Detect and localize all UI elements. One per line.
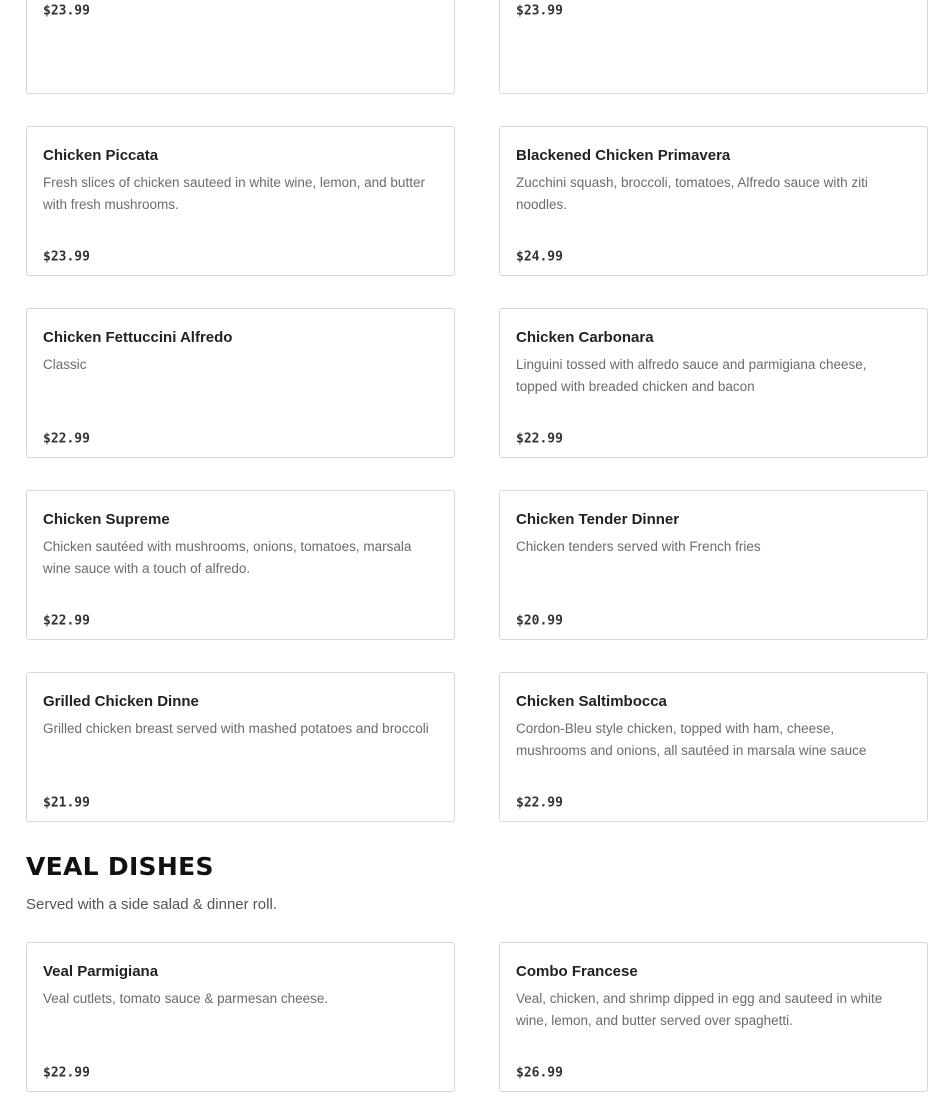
menu-item-card[interactable]: [26, 126, 455, 276]
menu-item-card[interactable]: [499, 308, 928, 458]
menu-item-card[interactable]: [26, 672, 455, 822]
menu-item-name: Veal Parmigiana: [43, 963, 159, 980]
menu-item-price: $24.99: [516, 249, 563, 265]
menu-item-price: $22.99: [43, 431, 90, 447]
menu-item-description: Grilled chicken breast served with mashed potatoes and broccoli: [43, 721, 429, 736]
menu-item-name: Chicken Carbonara: [516, 329, 654, 346]
menu-item-description: Linguini tossed with alfredo sauce and parmigiana cheese, topped with breaded chicken and bacon: [516, 357, 867, 394]
menu-item-name: Chicken Saltimbocca: [516, 693, 667, 710]
menu-item-name: Combo Francese: [516, 963, 638, 980]
menu-item-name: Grilled Chicken Dinne: [43, 693, 199, 710]
menu-item-description: Cordon-Bleu style chicken, topped with ham, cheese, mushrooms and onions, all sautéed in marsala wine sauce: [516, 721, 867, 758]
menu-item-price: $22.99: [43, 613, 90, 629]
menu-item-description: Veal, chicken, and shrimp dipped in egg and sauteed in white wine, lemon, and butter served over spaghetti.: [516, 991, 883, 1028]
menu-item-name: Chicken Supreme: [43, 511, 170, 528]
menu-item-price: $23.99: [43, 249, 90, 265]
menu-item-description: Chicken tenders served with French fries: [516, 539, 761, 554]
menu-item-card[interactable]: [499, 672, 928, 822]
menu-item-description: Zucchini squash, broccoli, tomatoes, Alfredo sauce with ziti noodles.: [516, 175, 868, 212]
menu-item-price: $23.99: [516, 3, 563, 19]
section-subtitle: Served with a side salad & dinner roll.: [26, 896, 277, 913]
menu-item-card[interactable]: [499, 942, 928, 1092]
menu-item-description: Veal cutlets, tomato sauce & parmesan cheese.: [43, 991, 329, 1006]
menu-item-price: $21.99: [43, 795, 90, 811]
menu-item-card[interactable]: [499, 126, 928, 276]
menu-item-price: $26.99: [516, 1065, 563, 1081]
menu-item-price: $22.99: [43, 1065, 90, 1081]
menu-item-description: Classic: [43, 357, 87, 372]
menu-item-card[interactable]: [26, 490, 455, 640]
menu-item-card[interactable]: [499, 0, 928, 94]
menu-item-card[interactable]: [26, 308, 455, 458]
menu-item-name: Chicken Piccata: [43, 147, 159, 164]
menu-item-description: Fresh slices of chicken sauteed in white wine, lemon, and butter with fresh mushrooms.: [43, 175, 425, 212]
menu-item-name: Chicken Fettuccini Alfredo: [43, 329, 233, 346]
menu-item-price: $20.99: [516, 613, 563, 629]
section-title: VEAL DISHES: [26, 852, 214, 881]
menu-item-card[interactable]: [26, 942, 455, 1092]
menu-item-price: $23.99: [43, 3, 90, 19]
menu-item-price: $22.99: [516, 795, 563, 811]
menu-item-card[interactable]: [499, 490, 928, 640]
menu-item-name: Chicken Tender Dinner: [516, 511, 680, 528]
menu-item-card[interactable]: [26, 0, 455, 94]
menu-item-name: Blackened Chicken Primavera: [516, 147, 731, 164]
menu-item-description: Chicken sautéed with mushrooms, onions, tomatoes, marsala wine sauce with a touch of alfredo.: [43, 539, 412, 576]
menu-item-price: $22.99: [516, 431, 563, 447]
